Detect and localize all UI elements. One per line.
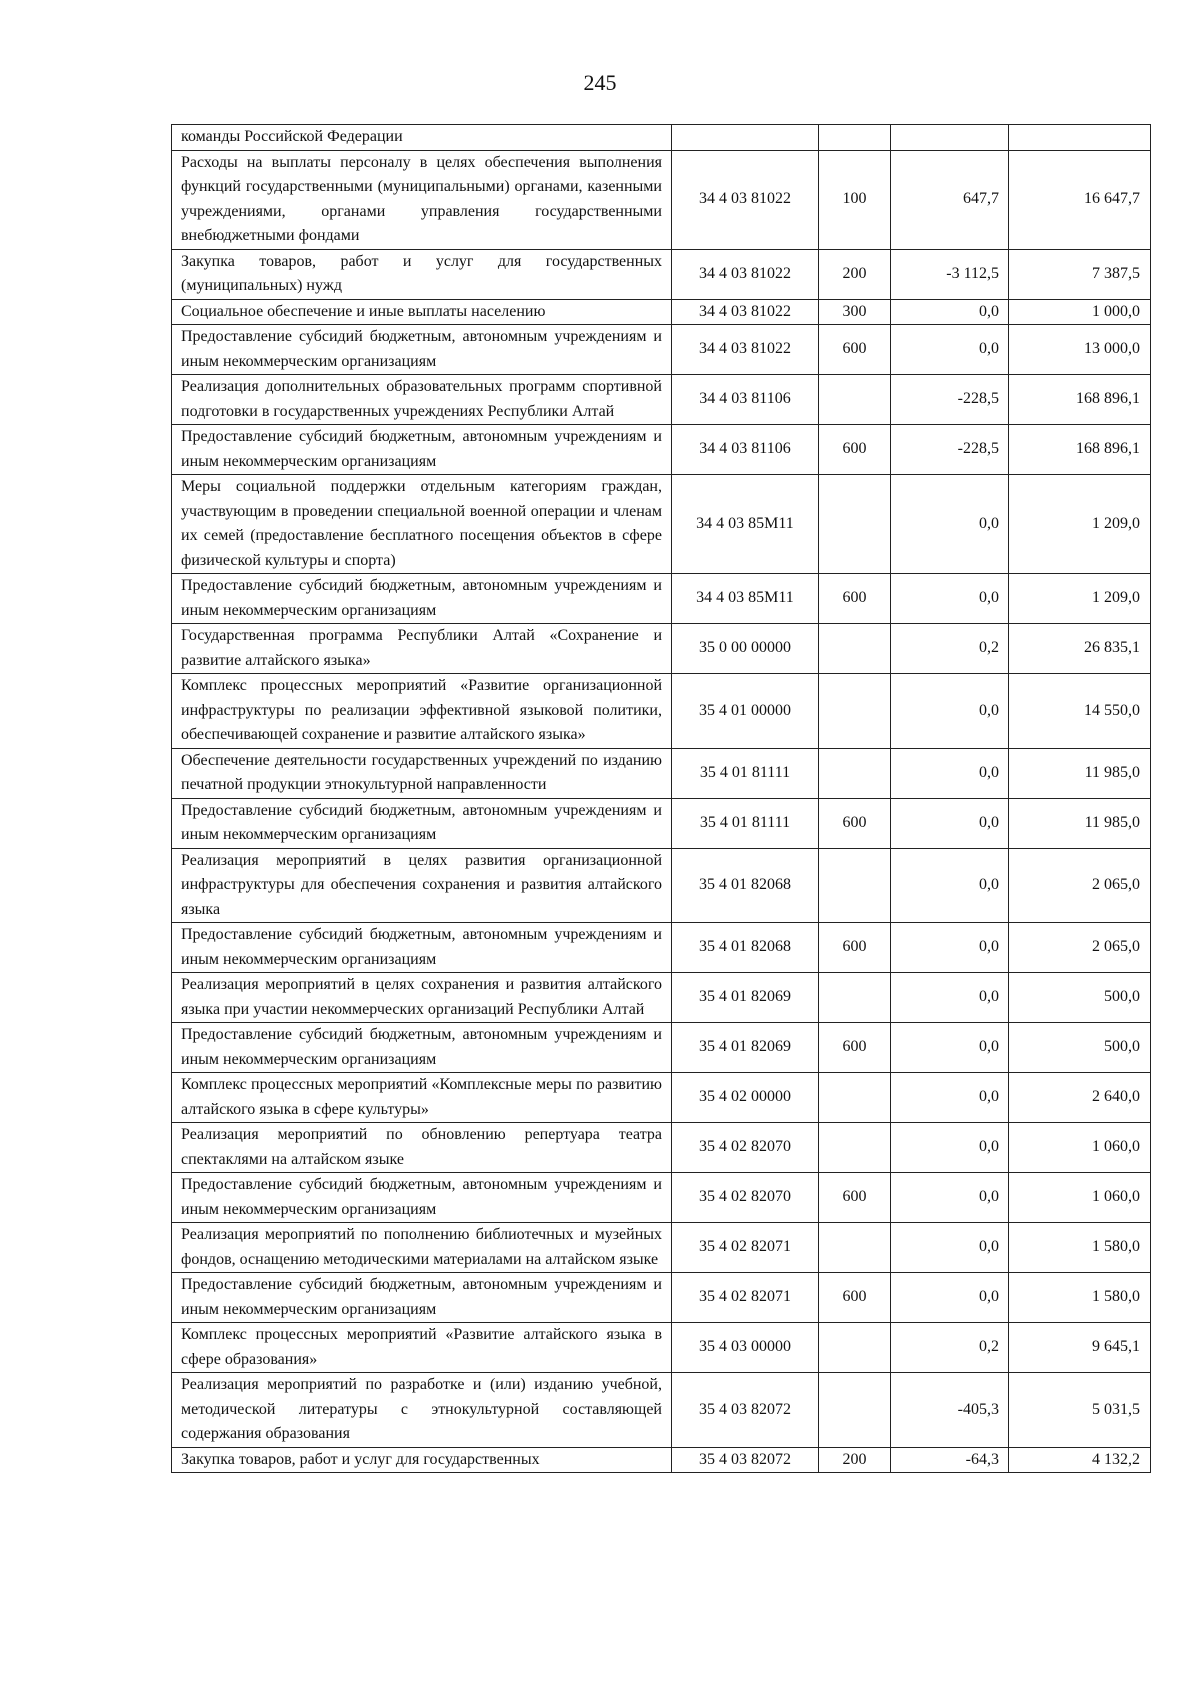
row-expense-type-cell: 600 (819, 798, 891, 848)
table-body (172, 125, 1151, 1473)
row-code-cell: 35 4 02 82071 (672, 1273, 819, 1323)
row-total-cell: 14 550,0 (1009, 674, 1151, 749)
row-name-cell: Реализация мероприятий по обновлению репертуара театра спектаклями на алтайском языке (172, 1123, 672, 1173)
row-expense-type-cell (819, 1223, 891, 1273)
row-expense-type-cell: 600 (819, 923, 891, 973)
row-total-cell: 5 031,5 (1009, 1373, 1151, 1448)
row-change-cell: 0,0 (891, 1223, 1009, 1273)
row-change-cell: -3 112,5 (891, 249, 1009, 299)
table-row (172, 425, 1151, 475)
row-name-cell: Предоставление субсидий бюджетным, автономным учреждениям и иным некоммерческим организациям (172, 325, 672, 375)
row-code-cell: 35 4 03 82072 (672, 1373, 819, 1448)
row-expense-type-cell (819, 125, 891, 151)
row-code-cell: 34 4 03 81106 (672, 375, 819, 425)
row-change-cell: 0,0 (891, 748, 1009, 798)
row-total-cell: 1 580,0 (1009, 1273, 1151, 1323)
row-total-cell: 1 580,0 (1009, 1223, 1151, 1273)
row-code-cell: 34 4 03 81022 (672, 325, 819, 375)
row-change-cell: 0,2 (891, 624, 1009, 674)
row-name-cell: Предоставление субсидий бюджетным, автономным учреждениям и иным некоммерческим организациям (172, 1023, 672, 1073)
row-total-cell: 1 209,0 (1009, 475, 1151, 574)
table-row (172, 674, 1151, 749)
row-name-cell: Закупка товаров, работ и услуг для государственных (172, 1447, 672, 1473)
row-total-cell: 500,0 (1009, 1023, 1151, 1073)
row-name-cell: Обеспечение деятельности государственных учреждений по изданию печатной продукции этнокультурной направленности (172, 748, 672, 798)
table-row (172, 1173, 1151, 1223)
row-total-cell: 7 387,5 (1009, 249, 1151, 299)
row-change-cell: -405,3 (891, 1373, 1009, 1448)
row-total-cell: 2 065,0 (1009, 848, 1151, 923)
row-total-cell: 9 645,1 (1009, 1323, 1151, 1373)
row-total-cell: 26 835,1 (1009, 624, 1151, 674)
table-row (172, 249, 1151, 299)
table-row (172, 125, 1151, 151)
budget-table (171, 124, 1151, 1473)
row-total-cell: 2 065,0 (1009, 923, 1151, 973)
row-code-cell: 35 4 01 82069 (672, 1023, 819, 1073)
row-expense-type-cell (819, 848, 891, 923)
row-change-cell: 0,0 (891, 1273, 1009, 1323)
row-name-cell: Предоставление субсидий бюджетным, автономным учреждениям и иным некоммерческим организациям (172, 425, 672, 475)
row-change-cell: 0,0 (891, 798, 1009, 848)
row-expense-type-cell: 600 (819, 1273, 891, 1323)
row-code-cell: 35 4 02 82070 (672, 1123, 819, 1173)
row-code-cell: 34 4 03 81022 (672, 299, 819, 325)
table-row (172, 624, 1151, 674)
row-change-cell (891, 125, 1009, 151)
table-row (172, 973, 1151, 1023)
row-expense-type-cell (819, 475, 891, 574)
table-row (172, 375, 1151, 425)
row-total-cell: 13 000,0 (1009, 325, 1151, 375)
row-code-cell: 35 4 01 81111 (672, 748, 819, 798)
row-code-cell: 35 4 02 82071 (672, 1223, 819, 1273)
row-name-cell: Реализация мероприятий по пополнению библиотечных и музейных фондов, оснащению методическими материалами на алтайском языке (172, 1223, 672, 1273)
row-expense-type-cell: 600 (819, 425, 891, 475)
row-name-cell: команды Российской Федерации (172, 125, 672, 151)
row-change-cell: -228,5 (891, 375, 1009, 425)
row-name-cell: Предоставление субсидий бюджетным, автономным учреждениям и иным некоммерческим организациям (172, 923, 672, 973)
row-expense-type-cell (819, 1073, 891, 1123)
table-row (172, 748, 1151, 798)
row-expense-type-cell: 100 (819, 150, 891, 249)
row-name-cell: Реализация мероприятий по разработке и (или) изданию учебной, методической литературы с этнокультурной составляющей содержания образования (172, 1373, 672, 1448)
row-total-cell: 1 060,0 (1009, 1173, 1151, 1223)
row-change-cell: 0,0 (891, 1173, 1009, 1223)
row-change-cell: 0,0 (891, 923, 1009, 973)
row-name-cell: Предоставление субсидий бюджетным, автономным учреждениям и иным некоммерческим организациям (172, 1273, 672, 1323)
row-code-cell: 35 4 01 00000 (672, 674, 819, 749)
row-expense-type-cell: 600 (819, 325, 891, 375)
row-total-cell: 16 647,7 (1009, 150, 1151, 249)
row-total-cell: 2 640,0 (1009, 1073, 1151, 1123)
row-code-cell: 34 4 03 81022 (672, 249, 819, 299)
row-change-cell: 0,2 (891, 1323, 1009, 1373)
table-row (172, 1023, 1151, 1073)
row-code-cell: 35 4 02 00000 (672, 1073, 819, 1123)
row-total-cell: 1 209,0 (1009, 574, 1151, 624)
row-change-cell: 0,0 (891, 1123, 1009, 1173)
row-code-cell: 35 4 01 82068 (672, 848, 819, 923)
row-expense-type-cell (819, 624, 891, 674)
row-expense-type-cell (819, 1123, 891, 1173)
row-change-cell: -228,5 (891, 425, 1009, 475)
row-total-cell: 500,0 (1009, 973, 1151, 1023)
table-row (172, 1447, 1151, 1473)
row-code-cell: 35 4 03 00000 (672, 1323, 819, 1373)
row-expense-type-cell: 200 (819, 249, 891, 299)
row-total-cell: 1 060,0 (1009, 1123, 1151, 1173)
row-name-cell: Комплекс процессных мероприятий «Развитие алтайского языка в сфере образования» (172, 1323, 672, 1373)
table-row (172, 1073, 1151, 1123)
row-code-cell (672, 125, 819, 151)
row-code-cell: 34 4 03 81106 (672, 425, 819, 475)
row-name-cell: Реализация мероприятий в целях развития организационной инфраструктуры для обеспечения сохранения и развития алтайского языка (172, 848, 672, 923)
row-expense-type-cell: 600 (819, 1023, 891, 1073)
row-expense-type-cell (819, 1323, 891, 1373)
table-row (172, 1323, 1151, 1373)
row-name-cell: Реализация дополнительных образовательных программ спортивной подготовки в государственных учреждениях Республики Алтай (172, 375, 672, 425)
table-row (172, 923, 1151, 973)
row-code-cell: 35 4 02 82070 (672, 1173, 819, 1223)
row-total-cell: 11 985,0 (1009, 798, 1151, 848)
row-name-cell: Расходы на выплаты персоналу в целях обеспечения выполнения функций государственными (муниципальными) органами, казенными учреждениями, органами управления государственными внебюджетными фондами (172, 150, 672, 249)
row-expense-type-cell (819, 375, 891, 425)
row-name-cell: Предоставление субсидий бюджетным, автономным учреждениям и иным некоммерческим организациям (172, 574, 672, 624)
row-change-cell: 0,0 (891, 574, 1009, 624)
row-change-cell: 0,0 (891, 299, 1009, 325)
row-expense-type-cell (819, 748, 891, 798)
table-row (172, 1273, 1151, 1323)
row-name-cell: Закупка товаров, работ и услуг для государственных (муниципальных) нужд (172, 249, 672, 299)
table-row (172, 325, 1151, 375)
row-expense-type-cell (819, 973, 891, 1023)
row-expense-type-cell: 600 (819, 574, 891, 624)
table-row (172, 150, 1151, 249)
row-code-cell: 35 4 01 82069 (672, 973, 819, 1023)
row-name-cell: Государственная программа Республики Алтай «Сохранение и развитие алтайского языка» (172, 624, 672, 674)
table-row (172, 299, 1151, 325)
row-change-cell: 647,7 (891, 150, 1009, 249)
row-code-cell: 34 4 03 81022 (672, 150, 819, 249)
row-expense-type-cell: 300 (819, 299, 891, 325)
row-code-cell: 34 4 03 85М11 (672, 574, 819, 624)
table-row (172, 848, 1151, 923)
row-change-cell: 0,0 (891, 1073, 1009, 1123)
row-total-cell: 11 985,0 (1009, 748, 1151, 798)
table-row (172, 1123, 1151, 1173)
row-change-cell: 0,0 (891, 848, 1009, 923)
row-code-cell: 35 0 00 00000 (672, 624, 819, 674)
row-name-cell: Комплекс процессных мероприятий «Развитие организационной инфраструктуры по реализации эффективной языковой политики, обеспечивающей сохранение и развитие алтайского языка» (172, 674, 672, 749)
row-code-cell: 35 4 01 81111 (672, 798, 819, 848)
row-total-cell: 168 896,1 (1009, 425, 1151, 475)
table-row (172, 1223, 1151, 1273)
row-name-cell: Социальное обеспечение и иные выплаты населению (172, 299, 672, 325)
row-total-cell: 4 132,2 (1009, 1447, 1151, 1473)
row-total-cell (1009, 125, 1151, 151)
table-row (172, 1373, 1151, 1448)
row-change-cell: 0,0 (891, 475, 1009, 574)
row-expense-type-cell (819, 1373, 891, 1448)
row-expense-type-cell (819, 674, 891, 749)
row-total-cell: 168 896,1 (1009, 375, 1151, 425)
row-expense-type-cell: 600 (819, 1173, 891, 1223)
row-name-cell: Предоставление субсидий бюджетным, автономным учреждениям и иным некоммерческим организациям (172, 1173, 672, 1223)
row-name-cell: Предоставление субсидий бюджетным, автономным учреждениям и иным некоммерческим организациям (172, 798, 672, 848)
row-change-cell: 0,0 (891, 973, 1009, 1023)
row-name-cell: Меры социальной поддержки отдельным категориям граждан, участвующим в проведении специальной военной операции и членам их семей (предоставление бесплатного посещения объектов в сфере физической культуры и спорта) (172, 475, 672, 574)
row-code-cell: 35 4 01 82068 (672, 923, 819, 973)
table-row (172, 574, 1151, 624)
row-expense-type-cell: 200 (819, 1447, 891, 1473)
row-change-cell: 0,0 (891, 325, 1009, 375)
row-name-cell: Комплекс процессных мероприятий «Комплексные меры по развитию алтайского языка в сфере культуры» (172, 1073, 672, 1123)
row-change-cell: -64,3 (891, 1447, 1009, 1473)
row-code-cell: 35 4 03 82072 (672, 1447, 819, 1473)
row-change-cell: 0,0 (891, 1023, 1009, 1073)
row-name-cell: Реализация мероприятий в целях сохранения и развития алтайского языка при участии некоммерческих организаций Республики Алтай (172, 973, 672, 1023)
table-row (172, 798, 1151, 848)
row-change-cell: 0,0 (891, 674, 1009, 749)
table-row (172, 475, 1151, 574)
page-number: 245 (583, 70, 617, 95)
row-code-cell: 34 4 03 85М11 (672, 475, 819, 574)
row-total-cell: 1 000,0 (1009, 299, 1151, 325)
